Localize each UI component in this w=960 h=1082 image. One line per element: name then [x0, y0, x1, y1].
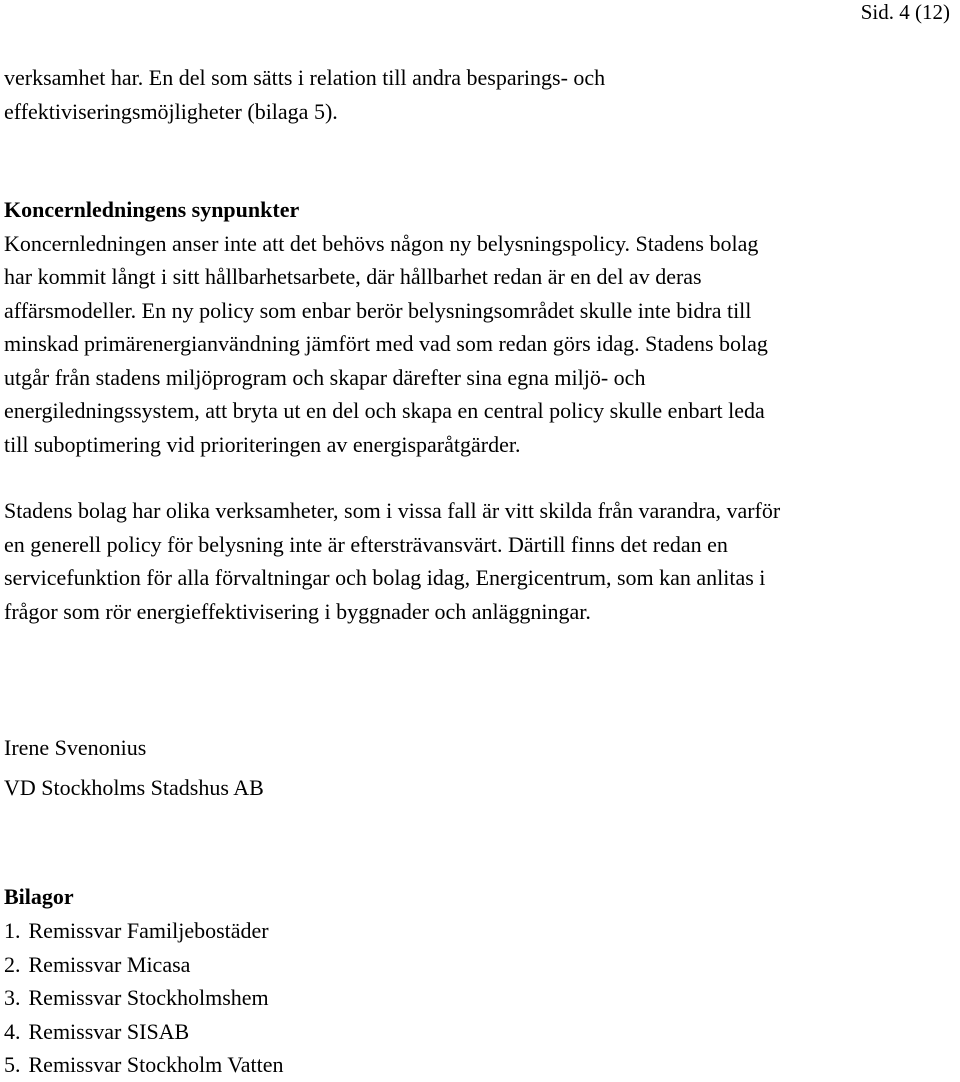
signatory-title: VD Stockholms Stadshus AB [4, 775, 264, 800]
attachment-item [4, 1015, 954, 1049]
paragraph-line: minskad primärenergianvändning jämfört med vad som redan görs idag. Stadens bolag [4, 331, 768, 356]
paragraph-line: utgår från stadens miljöprogram och skapar därefter sina egna miljö- och [4, 364, 646, 390]
attachment-label: Remissvar SISAB [28, 1018, 190, 1044]
paragraph-line: Stadens bolag har olika verksamheter, som i vissa fall är vitt skilda från varandra, varför [4, 498, 781, 523]
paragraph-line: servicefunktion för alla förvaltningar och bolag idag, Energicentrum, som kan anlitas i [4, 565, 766, 590]
body-paragraph-2 [4, 494, 954, 628]
attachment-list [4, 914, 954, 1082]
paragraph-line: affärsmodeller. En ny policy som enbar berör belysningsområdet skulle inte bidra till [4, 297, 752, 323]
attachment-label: Remissvar Stockholmshem [28, 985, 269, 1010]
attachment-label: Remissvar Familjebostäder [28, 918, 269, 943]
paragraph-line: energiledningssystem, att bryta ut en del och skapa en central policy skulle enbart leda [4, 398, 765, 423]
attachment-number: 5. [4, 1052, 21, 1077]
attachment-item [4, 914, 954, 948]
paragraph-line: en generell policy för belysning inte är eftersträvansvärt. Därtill finns det redan en [4, 531, 728, 557]
attachment-label: Remissvar Stockholm Vatten [28, 1052, 284, 1077]
paragraph-line: Koncernledningen anser inte att det behövs någon ny belysningspolicy. Stadens bolag [4, 230, 759, 256]
intro-paragraph [4, 61, 954, 128]
attachment-item [4, 1048, 954, 1082]
body-paragraph-1 [4, 227, 954, 462]
paragraph-line: frågor som rör energieffektivisering i byggnader och anläggningar. [4, 598, 591, 624]
intro-line: verksamhet har. En del som sätts i relation till andra besparings- och [4, 65, 606, 90]
signature-block [4, 728, 954, 808]
signatory-name: Irene Svenonius [4, 735, 147, 760]
paragraph-line: till suboptimering vid prioriteringen av energisparåtgärder. [4, 431, 521, 457]
attachment-label: Remissvar Micasa [28, 951, 191, 977]
paragraph-line: har kommit långt i sitt hållbarhetsarbete, där hållbarhet redan är en del av deras [4, 264, 702, 289]
attachment-number: 3. [4, 985, 21, 1010]
attachment-item [4, 948, 954, 982]
section-koncernledningens-synpunkter [4, 193, 954, 628]
document-body [4, 61, 954, 1082]
attachment-number: 4. [4, 1018, 21, 1044]
page-number: Sid. 4 (12) [860, 0, 950, 24]
attachments-heading: Bilagor [4, 884, 74, 909]
attachments-section [4, 879, 954, 1082]
attachment-number: 1. [4, 918, 21, 943]
attachment-item [4, 981, 954, 1015]
section-heading: Koncernledningens synpunkter [4, 197, 300, 222]
intro-line [4, 95, 954, 129]
attachment-number: 2. [4, 951, 21, 977]
intro-line-text: effektiviseringsmöjligheter (bilaga 5). [4, 98, 338, 124]
